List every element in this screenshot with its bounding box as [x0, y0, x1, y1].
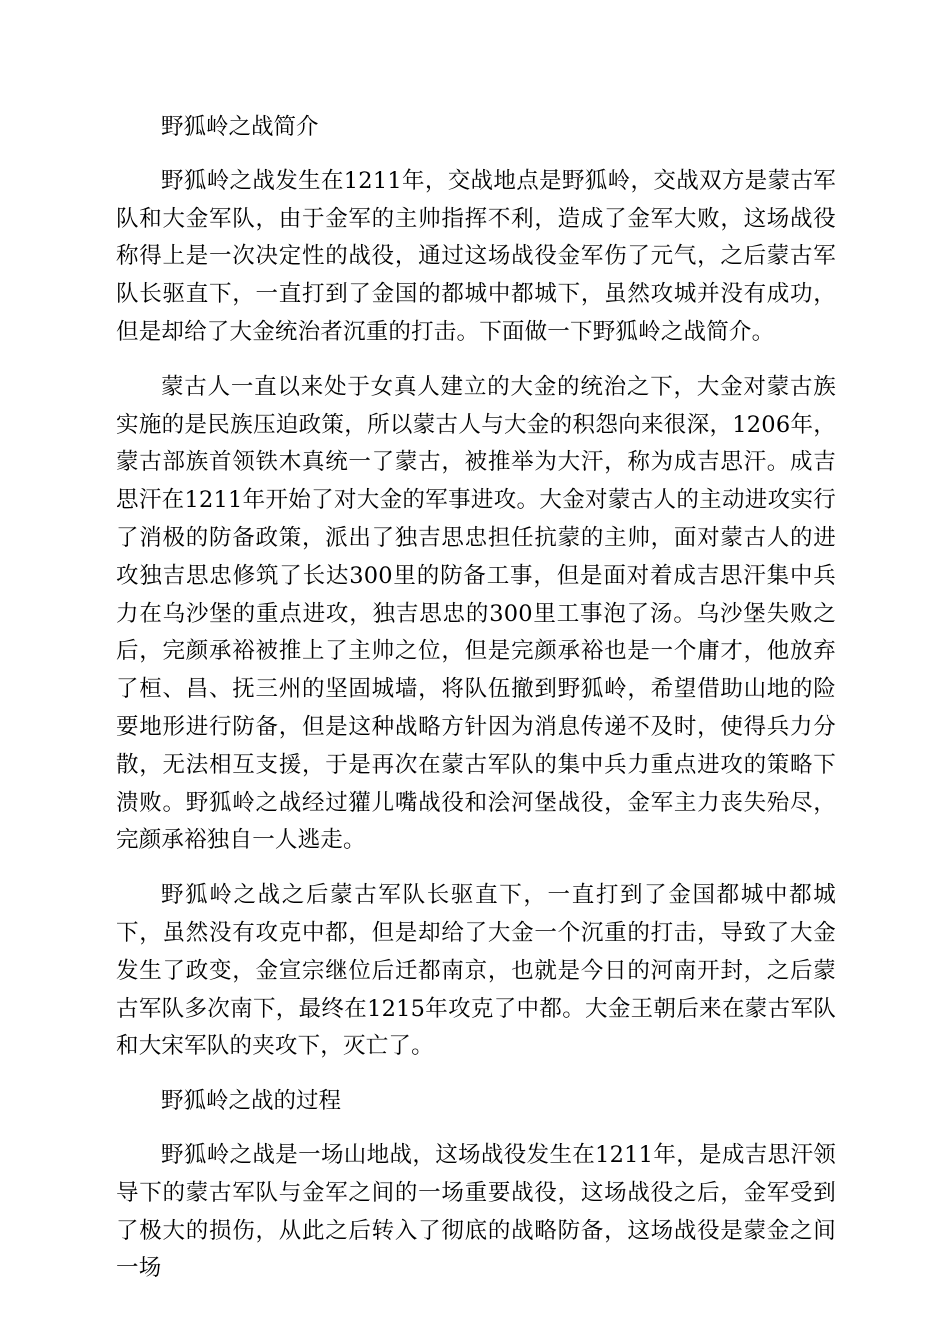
- paragraph-aftermath: 野狐岭之战之后蒙古军队长驱直下，一直打到了金国都城中都城下，虽然没有攻克中都，但是却给了大金一个沉重的打击，导致了大金发生了政变，金宣宗继位后迁都南京，也就是今日的河南开封，之后蒙古军队多次南下，最终在1215年攻克了中都。大金王朝后来在蒙古军队和大宋军队的夹攻下，灭亡了。: [116, 882, 836, 1060]
- paragraph-process: 野狐岭之战是一场山地战，这场战役发生在1211年，是成吉思汗领导下的蒙古军队与金军之间的一场重要战役，这场战役之后，金军受到了极大的损伤，从此之后转入了彻底的战略防备，这场战役是蒙金之间一场: [116, 1141, 836, 1282]
- document-body: [116, 109, 836, 1288]
- paragraph-background: 蒙古人一直以来处于女真人建立的大金的统治之下，大金对蒙古族实施的是民族压迫政策，所以蒙古人与大金的积怨向来很深，1206年，蒙古部族首领铁木真统一了蒙古，被推举为大汗，称为成吉思汗。成吉思汗在1211年开始了对大金的军事进攻。大金对蒙古人的主动进攻实行了消极的防备政策，派出了独吉思忠担任抗蒙的主帅，面对蒙古人的进攻独吉思忠修筑了长达300里的防备工事，但是面对着成吉思汗集中兵力在乌沙堡的重点进攻，独吉思忠的300里工事泡了汤。乌沙堡失败之后，完颜承裕被推上了主帅之位，但是完颜承裕也是一个庸才，他放弃了桓、昌、抚三州的坚固城墙，将队伍撤到野狐岭，希望借助山地的险要地形进行防备，但是这种战略方针因为消息传递不及时，使得兵力分散，无法相互支援，于是再次在蒙古军队的集中兵力重点进攻的策略下溃败。野狐岭之战经过獾儿嘴战役和浍河堡战役，金军主力丧失殆尽，完颜承裕独自一人逃走。: [116, 373, 836, 854]
- paragraph-intro: 野狐岭之战发生在1211年，交战地点是野狐岭，交战双方是蒙古军队和大金军队，由于金军的主帅指挥不利，造成了金军大败，这场战役称得上是一次决定性的战役，通过这场战役金军伤了元气，之后蒙古军队长驱直下，一直打到了金国的都城中都城下，虽然攻城并没有成功，但是却给了大金统治者沉重的打击。下面做一下野狐岭之战简介。: [116, 167, 836, 345]
- section-heading-intro: 野狐岭之战简介: [161, 114, 319, 140]
- section-heading-process: 野狐岭之战的过程: [161, 1088, 342, 1115]
